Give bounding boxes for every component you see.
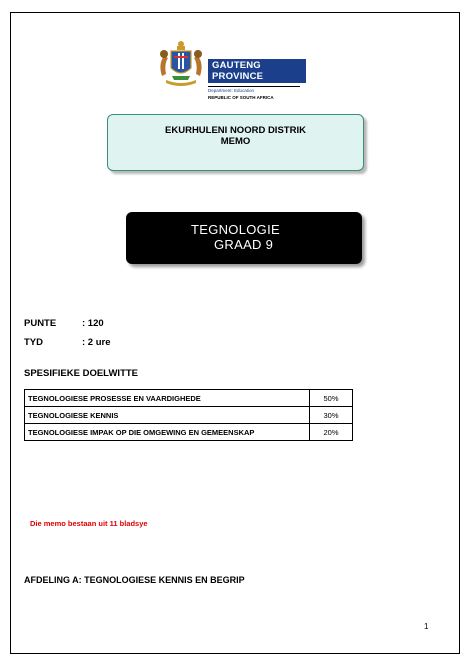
page-border — [10, 12, 460, 654]
page-count-note: Die memo bestaan uit 11 bladsye — [30, 519, 148, 528]
page-number: 1 — [424, 622, 429, 631]
spec-percent: 50% — [310, 390, 353, 407]
memo-title: MEMO — [220, 136, 251, 147]
time-value: : 2 ure — [82, 337, 111, 348]
table-row — [25, 390, 353, 407]
logo-republic: REPUBLIC OF SOUTH AFRICA — [208, 95, 274, 100]
time-label: TYD — [24, 337, 43, 348]
logo-department: Department: Education — [208, 88, 255, 93]
table-row — [25, 424, 353, 441]
spec-topic: TEGNOLOGIESE IMPAK OP DIE OMGEWING EN GEMEENSKAP — [25, 424, 310, 441]
section-a-heading: AFDELING A: TEGNOLOGIESE KENNIS EN BEGRIP — [24, 575, 245, 585]
table-row — [25, 407, 353, 424]
spec-topic: TEGNOLOGIESE KENNIS — [25, 407, 310, 424]
subject-name: TEGNOLOGIE — [191, 222, 280, 237]
logo-text-block — [208, 59, 306, 101]
subject-box — [126, 212, 362, 264]
subject-grade: GRAAD 9 — [214, 237, 274, 252]
district-title: EKURHULENI NOORD DISTRIK — [165, 125, 306, 136]
logo-title: GAUTENG PROVINCE — [208, 59, 306, 83]
spec-heading: SPESIFIEKE DOELWITTE — [24, 368, 139, 379]
spec-table — [24, 389, 353, 441]
district-memo-box — [107, 114, 364, 171]
spec-percent: 30% — [310, 407, 353, 424]
spec-topic: TEGNOLOGIESE PROSESSE EN VAARDIGHEDE — [25, 390, 310, 407]
coat-of-arms-icon — [152, 38, 210, 90]
marks-value: : 120 — [82, 318, 104, 329]
spec-percent: 20% — [310, 424, 353, 441]
marks-label: PUNTE — [24, 318, 57, 329]
